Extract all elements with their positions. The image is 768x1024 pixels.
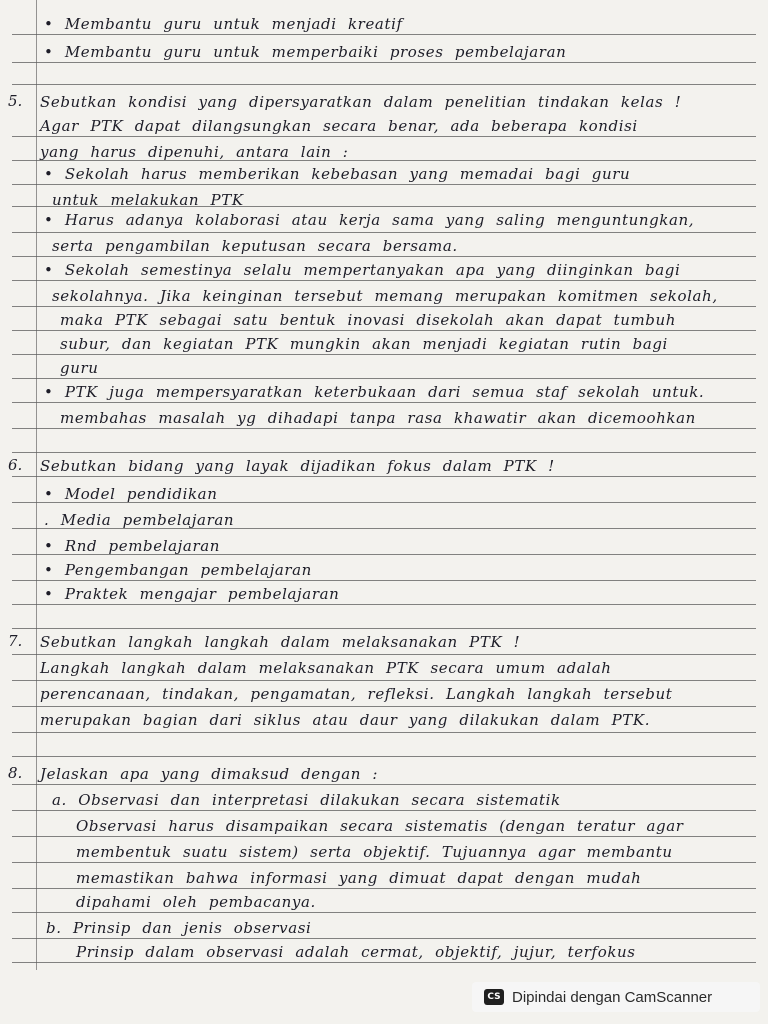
ruled-line (12, 184, 756, 185)
camscanner-logo-icon: CS (484, 989, 504, 1005)
text-line: guru (60, 359, 99, 377)
ruled-line (12, 680, 756, 681)
ruled-line (12, 784, 756, 785)
text-line: • Membantu guru untuk memperbaiki proses pembelajaran (44, 43, 567, 61)
text-line: Sebutkan kondisi yang dipersyaratkan dalam penelitian tindakan kelas ! (40, 93, 682, 111)
text-line: • Praktek mengajar pembelajaran (44, 585, 340, 603)
ruled-line (12, 34, 756, 35)
ruled-line (12, 354, 756, 355)
text-line: Observasi harus disampaikan secara sistematis (dengan teratur agar (76, 817, 684, 835)
question-number: 8. (8, 764, 23, 782)
text-line: perencanaan, tindakan, pengamatan, refleksi. Langkah langkah tersebut (40, 685, 673, 703)
text-line: • PTK juga mempersyaratkan keterbukaan dari semua staf sekolah untuk. (44, 383, 705, 401)
text-line: membentuk suatu sistem) serta objektif. Tujuannya agar membantu (76, 843, 673, 861)
ruled-line (12, 136, 756, 137)
text-line: . Media pembelajaran (44, 511, 235, 529)
ruled-line (12, 62, 756, 63)
text-line: untuk melakukan PTK (52, 191, 244, 209)
ruled-line (12, 330, 756, 331)
text-line: Prinsip dalam observasi adalah cermat, objektif, jujur, terfokus (76, 943, 636, 961)
text-line: • Rnd pembelajaran (44, 537, 221, 555)
text-line: subur, dan kegiatan PTK mungkin akan menjadi kegiatan rutin bagi (60, 335, 668, 353)
ruled-line (12, 962, 756, 963)
camscanner-watermark (472, 982, 760, 1012)
text-line: Sebutkan langkah langkah dalam melaksanakan PTK ! (40, 633, 521, 651)
question-number: 6. (8, 456, 23, 474)
text-line: a. Observasi dan interpretasi dilakukan secara sistematik (52, 791, 561, 809)
text-line: Sebutkan bidang yang layak dijadikan fokus dalam PTK ! (40, 457, 555, 475)
ruled-line (12, 756, 756, 757)
ruled-line (12, 84, 756, 85)
ruled-line (12, 810, 756, 811)
question-number: 7. (8, 632, 23, 650)
ruled-line (12, 256, 756, 257)
ruled-line (12, 912, 756, 913)
ruled-line (12, 836, 756, 837)
ruled-line (12, 378, 756, 379)
text-line: dipahami oleh pembacanya. (76, 893, 316, 911)
ruled-line (12, 862, 756, 863)
ruled-line (12, 476, 756, 477)
ruled-line (12, 580, 756, 581)
text-line: merupakan bagian dari siklus atau daur yang dilakukan dalam PTK. (40, 711, 651, 729)
ruled-line (12, 706, 756, 707)
text-line: • Sekolah harus memberikan kebebasan yang memadai bagi guru (44, 165, 631, 183)
ruled-line (12, 232, 756, 233)
ruled-line (12, 306, 756, 307)
text-line: b. Prinsip dan jenis observasi (46, 919, 312, 937)
text-line: Agar PTK dapat dilangsungkan secara benar, ada beberapa kondisi (40, 117, 638, 135)
text-line: Langkah langkah dalam melaksanakan PTK secara umum adalah (40, 659, 612, 677)
ruled-line (12, 428, 756, 429)
text-line: • Pengembangan pembelajaran (44, 561, 312, 579)
ruled-line (12, 452, 756, 453)
ruled-line (12, 280, 756, 281)
text-line: • Model pendidikan (44, 485, 218, 503)
ruled-line (12, 732, 756, 733)
text-line: • Membantu guru untuk menjadi kreatif (44, 15, 403, 33)
ruled-line (12, 654, 756, 655)
text-line: sekolahnya. Jika keinginan tersebut memang merupakan komitmen sekolah, (52, 287, 718, 305)
ruled-line (12, 628, 756, 629)
question-number: 5. (8, 92, 23, 110)
text-line: maka PTK sebagai satu bentuk inovasi disekolah akan dapat tumbuh (60, 311, 677, 329)
text-line: memastikan bahwa informasi yang dimuat dapat dengan mudah (76, 869, 642, 887)
text-line: Jelaskan apa yang dimaksud dengan : (40, 765, 379, 783)
text-line: membahas masalah yg dihadapi tanpa rasa khawatir akan dicemoohkan (60, 409, 696, 427)
ruled-line (12, 402, 756, 403)
ruled-line (12, 888, 756, 889)
ruled-line (12, 938, 756, 939)
margin-line (36, 0, 37, 970)
text-line: serta pengambilan keputusan secara bersama. (52, 237, 458, 255)
text-line: yang harus dipenuhi, antara lain : (40, 143, 349, 161)
text-line: • Sekolah semestinya selalu mempertanyakan apa yang diinginkan bagi (44, 261, 681, 279)
ruled-line (12, 604, 756, 605)
text-line: • Harus adanya kolaborasi atau kerja sama yang saling menguntungkan, (44, 211, 695, 229)
watermark-text: Dipindai dengan CamScanner (512, 988, 713, 1006)
